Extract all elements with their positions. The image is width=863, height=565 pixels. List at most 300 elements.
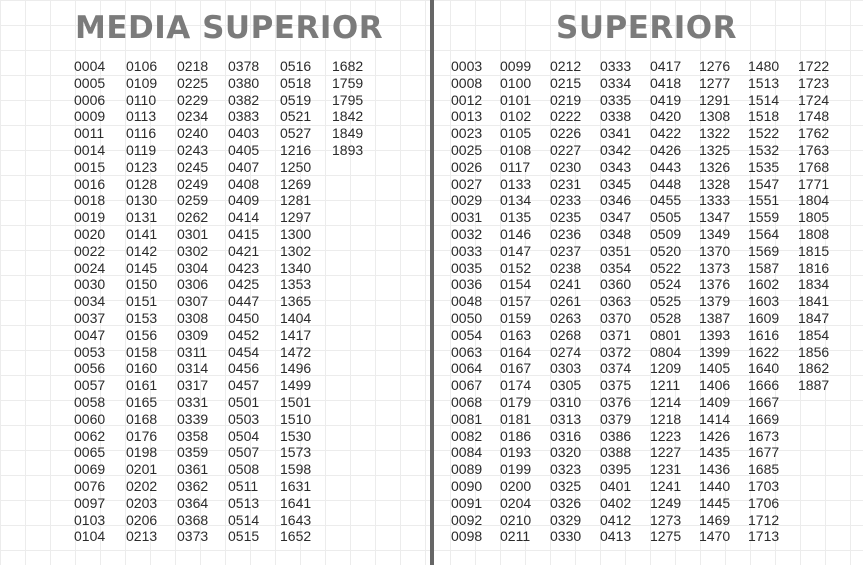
number-cell: 1551	[748, 192, 780, 209]
number-cell: 0201	[126, 461, 158, 478]
number-cell: 1214	[650, 393, 682, 410]
number-cell: 1297	[280, 209, 312, 226]
number-cell: 0419	[650, 91, 682, 108]
number-cell: 0452	[228, 326, 260, 343]
number-cell: 1666	[748, 377, 780, 394]
number-cell: 0193	[500, 444, 532, 461]
number-cell: 0133	[500, 175, 532, 192]
number-column	[126, 58, 157, 545]
number-cell: 1211	[650, 377, 681, 394]
number-cell: 0308	[177, 309, 209, 326]
number-cell: 0090	[451, 477, 483, 494]
number-cell: 0383	[228, 108, 260, 125]
number-cell: 0167	[500, 360, 532, 377]
number-cell: 0160	[126, 360, 158, 377]
number-cell: 1759	[332, 74, 364, 91]
number-cell: 0104	[74, 528, 106, 545]
number-cell: 0234	[177, 108, 209, 125]
number-cell: 0331	[177, 393, 209, 410]
number-cell: 1518	[748, 108, 780, 125]
number-cell: 0379	[600, 410, 632, 427]
number-cell: 0348	[600, 225, 632, 242]
number-cell: 1347	[699, 209, 731, 226]
number-cell: 1598	[280, 461, 312, 478]
number-cell: 0161	[126, 377, 158, 394]
number-cell: 1723	[798, 74, 830, 91]
number-cell: 0008	[451, 74, 483, 91]
number-cell: 1795	[332, 91, 364, 108]
number-column	[748, 58, 779, 545]
number-cell: 0199	[500, 461, 532, 478]
number-cell: 0423	[228, 259, 260, 276]
number-cell: 1724	[798, 91, 830, 108]
media-superior-panel	[0, 0, 430, 565]
number-cell: 0098	[451, 528, 483, 545]
number-cell: 0091	[451, 494, 483, 511]
number-cell: 0330	[550, 528, 582, 545]
number-cell: 0513	[228, 494, 260, 511]
number-cell: 1564	[748, 225, 780, 242]
number-cell: 1849	[332, 125, 364, 142]
number-cell: 1842	[332, 108, 364, 125]
number-cell: 0515	[228, 528, 260, 545]
number-cell: 0150	[126, 276, 158, 293]
number-cell: 1404	[280, 309, 312, 326]
number-cell: 0145	[126, 259, 158, 276]
number-cell: 0186	[500, 427, 532, 444]
number-cell: 1713	[748, 528, 780, 545]
number-cell: 0259	[177, 192, 209, 209]
number-cell: 0033	[451, 242, 483, 259]
number-cell: 0050	[451, 309, 483, 326]
number-cell: 1218	[650, 410, 682, 427]
number-cell: 0421	[228, 242, 260, 259]
number-cell: 0241	[550, 276, 582, 293]
number-cell: 0386	[600, 427, 632, 444]
number-cell: 0058	[74, 393, 106, 410]
number-cell: 1231	[650, 461, 682, 478]
number-cell: 0370	[600, 309, 632, 326]
number-cell: 0142	[126, 242, 158, 259]
number-cell: 0004	[74, 58, 106, 74]
number-cell: 0268	[550, 326, 582, 343]
number-cell: 0524	[650, 276, 682, 293]
number-column	[451, 58, 482, 545]
number-cell: 0407	[228, 158, 260, 175]
number-cell: 0206	[126, 511, 158, 528]
number-cell: 0401	[600, 477, 632, 494]
number-cell: 1808	[798, 225, 830, 242]
number-cell: 0307	[177, 293, 209, 310]
number-cell: 1340	[280, 259, 312, 276]
number-cell: 0457	[228, 377, 260, 394]
number-cell: 0067	[451, 377, 483, 394]
number-cell: 0013	[451, 108, 483, 125]
number-cell: 0179	[500, 393, 532, 410]
number-cell: 0202	[126, 477, 158, 494]
number-column	[550, 58, 581, 545]
number-cell: 1326	[699, 158, 731, 175]
number-cell: 0060	[74, 410, 106, 427]
number-cell: 0413	[600, 528, 632, 545]
number-cell: 1643	[280, 511, 312, 528]
number-cell: 0347	[600, 209, 632, 226]
number-cell: 0229	[177, 91, 209, 108]
number-cell: 0345	[600, 175, 632, 192]
number-cell: 0164	[500, 343, 532, 360]
number-cell: 0025	[451, 141, 483, 158]
number-cell: 0456	[228, 360, 260, 377]
number-cell: 1667	[748, 393, 780, 410]
number-cell: 1365	[280, 293, 312, 310]
number-cell: 0263	[550, 309, 582, 326]
number-cell: 0320	[550, 444, 582, 461]
number-cell: 0368	[177, 511, 209, 528]
number-cell: 0225	[177, 74, 209, 91]
number-cell: 0174	[500, 377, 532, 394]
number-cell: 1762	[798, 125, 830, 142]
number-cell: 0226	[550, 125, 582, 142]
number-cell: 1470	[699, 528, 731, 545]
number-cell: 1405	[699, 360, 731, 377]
number-cell: 1768	[798, 158, 830, 175]
number-cell: 0213	[126, 528, 158, 545]
number-cell: 0231	[550, 175, 582, 192]
number-cell: 0414	[228, 209, 260, 226]
number-cell: 0380	[228, 74, 260, 91]
number-cell: 1275	[650, 528, 682, 545]
number-cell: 1496	[280, 360, 312, 377]
number-cell: 0211	[500, 528, 531, 545]
number-cell: 1349	[699, 225, 731, 242]
number-cell: 0119	[126, 141, 157, 158]
number-cell: 0215	[550, 74, 582, 91]
number-cell: 1893	[332, 141, 364, 158]
number-cell: 0801	[650, 326, 682, 343]
number-cell: 0023	[451, 125, 483, 142]
number-cell: 0103	[74, 511, 106, 528]
number-cell: 1706	[748, 494, 780, 511]
number-cell: 0351	[600, 242, 632, 259]
number-cell: 0240	[177, 125, 209, 142]
number-cell: 0204	[500, 494, 532, 511]
number-cell: 0527	[280, 125, 312, 142]
number-cell: 0030	[74, 276, 106, 293]
superior-panel	[434, 0, 863, 565]
number-cell: 0176	[126, 427, 158, 444]
number-column	[74, 58, 105, 545]
number-column	[699, 58, 730, 545]
number-cell: 0245	[177, 158, 209, 175]
number-cell: 0511	[228, 477, 259, 494]
number-cell: 0343	[600, 158, 632, 175]
number-cell: 1300	[280, 225, 312, 242]
number-cell: 1805	[798, 209, 830, 226]
number-cell: 0063	[451, 343, 483, 360]
number-cell: 0006	[74, 91, 106, 108]
number-cell: 0311	[177, 343, 208, 360]
number-cell: 0309	[177, 326, 209, 343]
number-cell: 0181	[500, 410, 532, 427]
number-cell: 0346	[600, 192, 632, 209]
number-cell: 0131	[126, 209, 158, 226]
number-cell: 1703	[748, 477, 780, 494]
number-cell: 0514	[228, 511, 260, 528]
number-cell: 1815	[798, 242, 830, 259]
number-cell: 1854	[798, 326, 830, 343]
number-cell: 0116	[126, 125, 157, 142]
number-cell: 0372	[600, 343, 632, 360]
number-cell: 0130	[126, 192, 158, 209]
number-cell: 0037	[74, 309, 106, 326]
number-cell: 0064	[451, 360, 483, 377]
number-cell: 0048	[451, 293, 483, 310]
number-cell: 0358	[177, 427, 209, 444]
number-cell: 0032	[451, 225, 483, 242]
number-cell: 0521	[280, 108, 312, 125]
number-cell: 1748	[798, 108, 830, 125]
number-column	[650, 58, 681, 545]
number-cell: 0141	[126, 225, 158, 242]
number-cell: 1763	[798, 141, 830, 158]
number-cell: 0508	[228, 461, 260, 478]
number-cell: 0153	[126, 309, 158, 326]
number-cell: 0134	[500, 192, 532, 209]
number-cell: 1652	[280, 528, 312, 545]
number-cell: 1847	[798, 309, 830, 326]
number-cell: 0019	[74, 209, 106, 226]
number-cell: 0159	[500, 309, 532, 326]
number-cell: 0102	[500, 108, 532, 125]
number-cell: 1250	[280, 158, 312, 175]
number-cell: 0443	[650, 158, 682, 175]
number-cell: 1547	[748, 175, 780, 192]
number-cell: 1669	[748, 410, 780, 427]
number-cell: 0222	[550, 108, 582, 125]
number-cell: 0230	[550, 158, 582, 175]
number-cell: 1406	[699, 377, 731, 394]
number-cell: 1276	[699, 58, 731, 74]
number-cell: 0135	[500, 209, 532, 226]
number-cell: 1440	[699, 477, 731, 494]
number-cell: 0157	[500, 293, 532, 310]
number-cell: 0329	[550, 511, 582, 528]
number-cell: 1499	[280, 377, 312, 394]
number-cell: 1522	[748, 125, 780, 142]
number-cell: 1587	[748, 259, 780, 276]
number-cell: 0519	[280, 91, 312, 108]
number-cell: 0507	[228, 444, 260, 461]
number-cell: 0364	[177, 494, 209, 511]
number-cell: 0092	[451, 511, 483, 528]
number-cell: 0374	[600, 360, 632, 377]
number-cell: 0402	[600, 494, 632, 511]
number-cell: 1393	[699, 326, 731, 343]
number-cell: 0015	[74, 158, 106, 175]
number-cell: 1469	[699, 511, 731, 528]
number-cell: 0014	[74, 141, 106, 158]
number-cell: 0034	[74, 293, 106, 310]
number-cell: 0210	[500, 511, 532, 528]
number-cell: 0082	[451, 427, 483, 444]
number-cell: 0426	[650, 141, 682, 158]
number-cell: 0373	[177, 528, 209, 545]
number-cell: 1631	[280, 477, 312, 494]
number-cell: 0084	[451, 444, 483, 461]
number-cell: 1322	[699, 125, 731, 142]
number-cell: 0249	[177, 175, 209, 192]
number-cell: 0016	[74, 175, 106, 192]
number-cell: 0333	[600, 58, 632, 74]
number-cell: 0317	[177, 377, 209, 394]
number-cell: 1227	[650, 444, 682, 461]
number-cell: 1609	[748, 309, 780, 326]
number-cell: 0203	[126, 494, 158, 511]
number-cell: 0057	[74, 377, 106, 394]
number-cell: 0274	[550, 343, 582, 360]
number-cell: 0097	[74, 494, 106, 511]
number-cell: 0238	[550, 259, 582, 276]
number-cell: 0425	[228, 276, 260, 293]
number-cell: 0341	[600, 125, 632, 142]
number-cell: 1370	[699, 242, 731, 259]
number-cell: 0065	[74, 444, 106, 461]
number-cell: 0020	[74, 225, 106, 242]
number-cell: 1426	[699, 427, 731, 444]
number-cell: 0409	[228, 192, 260, 209]
number-cell: 0233	[550, 192, 582, 209]
number-cell: 1856	[798, 343, 830, 360]
number-cell: 0520	[650, 242, 682, 259]
number-cell: 0100	[500, 74, 532, 91]
number-cell: 0302	[177, 242, 209, 259]
number-cell: 0450	[228, 309, 260, 326]
number-cell: 1685	[748, 461, 780, 478]
number-cell: 1291	[699, 91, 731, 108]
number-cell: 1532	[748, 141, 780, 158]
number-cell: 0062	[74, 427, 106, 444]
number-cell: 1435	[699, 444, 731, 461]
number-cell: 1273	[650, 511, 682, 528]
number-cell: 0314	[177, 360, 209, 377]
number-cell: 0509	[650, 225, 682, 242]
number-cell: 0518	[280, 74, 312, 91]
number-cell: 1816	[798, 259, 830, 276]
number-cell: 1269	[280, 175, 312, 192]
number-cell: 1622	[748, 343, 780, 360]
number-cell: 0005	[74, 74, 106, 91]
number-cell: 1376	[699, 276, 731, 293]
number-cell: 0158	[126, 343, 158, 360]
number-cell: 0003	[451, 58, 483, 74]
number-cell: 0009	[74, 108, 106, 125]
number-cell: 0516	[280, 58, 312, 74]
number-cell: 0027	[451, 175, 483, 192]
number-cell: 0069	[74, 461, 106, 478]
number-cell: 0047	[74, 326, 106, 343]
number-cell: 0227	[550, 141, 582, 158]
number-cell: 0316	[550, 427, 582, 444]
number-cell: 0200	[500, 477, 532, 494]
number-cell: 0056	[74, 360, 106, 377]
number-cell: 1510	[280, 410, 312, 427]
number-cell: 0388	[600, 444, 632, 461]
number-cell: 0323	[550, 461, 582, 478]
number-cell: 0123	[126, 158, 158, 175]
number-cell: 0304	[177, 259, 209, 276]
number-column	[280, 58, 311, 545]
number-cell: 0262	[177, 209, 209, 226]
number-cell: 1417	[280, 326, 312, 343]
superior-title: SUPERIOR	[556, 10, 738, 46]
number-cell: 0235	[550, 209, 582, 226]
number-cell: 1862	[798, 360, 830, 377]
number-cell: 0310	[550, 393, 582, 410]
number-cell: 1887	[798, 377, 830, 394]
number-cell: 1209	[650, 360, 682, 377]
number-cell: 0528	[650, 309, 682, 326]
number-cell: 0026	[451, 158, 483, 175]
number-cell: 1640	[748, 360, 780, 377]
number-cell: 0334	[600, 74, 632, 91]
number-cell: 1712	[748, 511, 780, 528]
number-cell: 0306	[177, 276, 209, 293]
number-cell: 1333	[699, 192, 731, 209]
number-column	[332, 58, 363, 159]
number-cell: 0105	[500, 125, 532, 142]
number-cell: 0359	[177, 444, 209, 461]
number-cell: 1241	[650, 477, 682, 494]
number-cell: 0412	[600, 511, 632, 528]
number-cell: 1399	[699, 343, 731, 360]
number-cell: 1328	[699, 175, 731, 192]
number-cell: 1373	[699, 259, 731, 276]
number-cell: 0339	[177, 410, 209, 427]
number-cell: 0117	[500, 158, 531, 175]
number-cell: 0151	[126, 293, 158, 310]
number-cell: 1559	[748, 209, 780, 226]
number-cell: 0417	[650, 58, 682, 74]
number-cell: 0108	[500, 141, 532, 158]
number-cell: 0128	[126, 175, 158, 192]
number-cell: 0418	[650, 74, 682, 91]
number-cell: 0382	[228, 91, 260, 108]
number-cell: 1379	[699, 293, 731, 310]
number-cell: 0243	[177, 141, 209, 158]
number-cell: 1722	[798, 58, 830, 74]
number-cell: 1445	[699, 494, 731, 511]
number-cell: 1530	[280, 427, 312, 444]
number-cell: 1353	[280, 276, 312, 293]
number-cell: 1535	[748, 158, 780, 175]
number-cell: 0408	[228, 175, 260, 192]
number-column	[600, 58, 631, 545]
number-cell: 0237	[550, 242, 582, 259]
number-cell: 0068	[451, 393, 483, 410]
number-cell: 0301	[177, 225, 209, 242]
number-cell: 0089	[451, 461, 483, 478]
number-cell: 0375	[600, 377, 632, 394]
number-cell: 0054	[451, 326, 483, 343]
number-cell: 0261	[550, 293, 582, 310]
number-cell: 1472	[280, 343, 312, 360]
number-cell: 0361	[177, 461, 209, 478]
number-cell: 1249	[650, 494, 682, 511]
number-cell: 1223	[650, 427, 682, 444]
number-cell: 0354	[600, 259, 632, 276]
number-cell: 0448	[650, 175, 682, 192]
number-cell: 1409	[699, 393, 731, 410]
